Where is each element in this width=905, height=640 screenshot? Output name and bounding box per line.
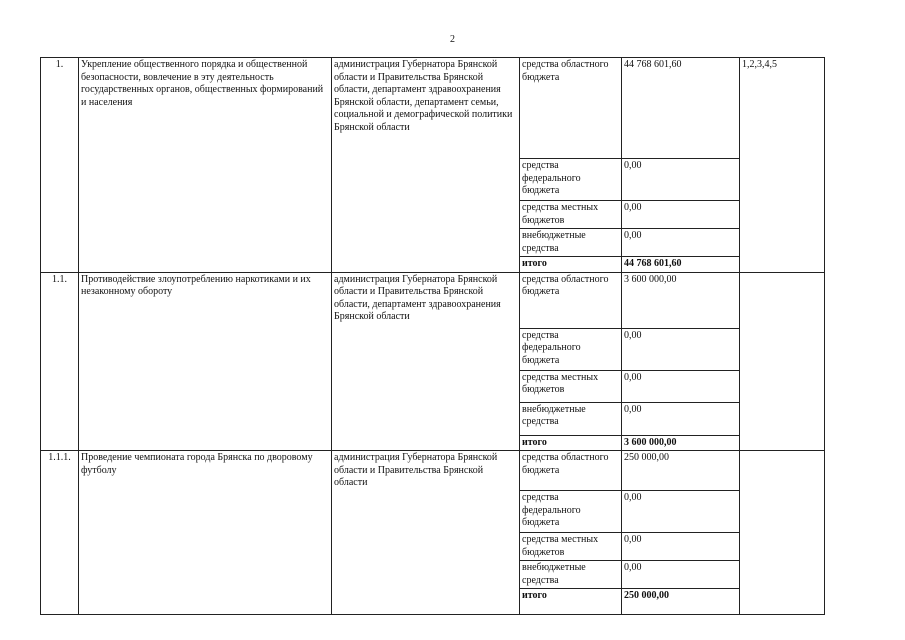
activity-name: Противодействие злоупотреблению наркотиками и их незаконному обороту <box>79 272 332 451</box>
funding-total-amount: 250 000,00 <box>622 589 740 615</box>
funding-source: средства федерального бюджета <box>520 491 622 533</box>
funding-source: средства областного бюджета <box>520 272 622 328</box>
executor: администрация Губернатора Брянской области и Правительства Брянской области, департамент здравоохранения Брянской области, департамент семьи, социальной и демографической политики Брянской области <box>332 58 520 273</box>
funding-total-amount: 3 600 000,00 <box>622 435 740 451</box>
executor: администрация Губернатора Брянской области и Правительства Брянской области, департамент здравоохранения Брянской области <box>332 272 520 451</box>
funding-amount: 44 768 601,60 <box>622 58 740 159</box>
row-number: 1.1.1. <box>41 451 79 615</box>
funding-amount: 0,00 <box>622 402 740 435</box>
funding-total-label: итого <box>520 257 622 273</box>
funding-amount: 0,00 <box>622 201 740 229</box>
row-number: 1. <box>41 58 79 273</box>
table-row <box>41 58 825 159</box>
row-number: 1.1. <box>41 272 79 451</box>
funding-source: средства федерального бюджета <box>520 328 622 370</box>
funding-amount: 0,00 <box>622 229 740 257</box>
funding-amount: 0,00 <box>622 533 740 561</box>
activity-name: Проведение чемпионата города Брянска по дворовому футболу <box>79 451 332 615</box>
funding-source: средства местных бюджетов <box>520 533 622 561</box>
funding-amount: 0,00 <box>622 328 740 370</box>
funding-source: внебюджетные средства <box>520 561 622 589</box>
funding-source: средства федерального бюджета <box>520 159 622 201</box>
funding-amount: 3 600 000,00 <box>622 272 740 328</box>
funding-amount: 0,00 <box>622 370 740 402</box>
table-row <box>41 451 825 491</box>
executor: администрация Губернатора Брянской области и Правительства Брянской области <box>332 451 520 615</box>
funding-source: внебюджетные средства <box>520 229 622 257</box>
funding-amount: 250 000,00 <box>622 451 740 491</box>
funding-total-label: итого <box>520 435 622 451</box>
page-number: 2 <box>450 34 455 45</box>
funding-total-amount: 44 768 601,60 <box>622 257 740 273</box>
funding-total-label: итого <box>520 589 622 615</box>
indicators <box>740 272 825 451</box>
funding-source: средства областного бюджета <box>520 58 622 159</box>
funding-source: средства местных бюджетов <box>520 201 622 229</box>
funding-amount: 0,00 <box>622 491 740 533</box>
funding-source: средства местных бюджетов <box>520 370 622 402</box>
funding-source: средства областного бюджета <box>520 451 622 491</box>
indicators <box>740 451 825 615</box>
indicators: 1,2,3,4,5 <box>740 58 825 273</box>
activity-name: Укрепление общественного порядка и общественной безопасности, вовлечение в эту деятельность государственных органов, общественных формирований и населения <box>79 58 332 273</box>
funding-amount: 0,00 <box>622 561 740 589</box>
table-row <box>41 272 825 328</box>
funding-amount: 0,00 <box>622 159 740 201</box>
funding-source: внебюджетные средства <box>520 402 622 435</box>
program-table <box>40 57 825 615</box>
